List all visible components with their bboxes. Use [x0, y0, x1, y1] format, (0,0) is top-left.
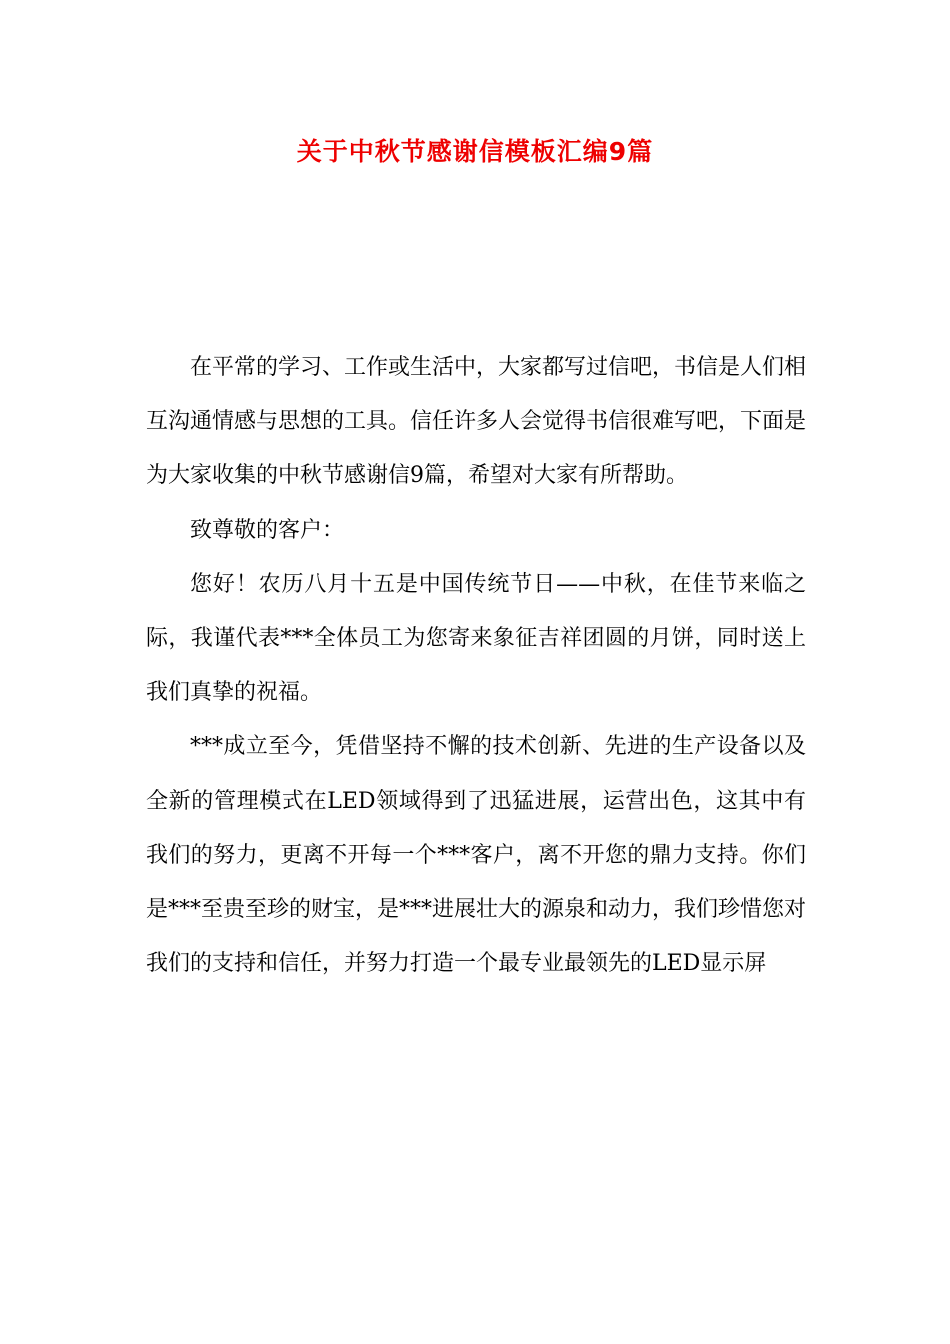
salutation: 致尊敬的客户： [190, 517, 345, 543]
document-body [146, 341, 806, 991]
company-paragraph: ***成立至今，凭借坚持不懈的技术创新、先进的生产设备以及全新的管理模式在LED领域得到了迅猛进展，运营出色，这其中有我们的努力，更离不开每一个***客户，离不开您的鼎力支持。你们是***至贵至珍的财宝，是***进展壮大的源泉和动力，我们珍惜您对我们的支持和信任，并努力打造一个最专业最领先的LED显示屏 [146, 734, 807, 977]
document-title: 关于中秋节感谢信模板汇编9篇 [296, 137, 654, 166]
greeting-paragraph: 您好！农历八月十五是中国传统节日——中秋，在佳节来临之际，我谨代表***全体员工为您寄来象征吉祥团圆的月饼，同时送上我们真挚的祝福。 [146, 571, 806, 706]
intro-paragraph: 在平常的学习、工作或生活中，大家都写过信吧，书信是人们相互沟通情感与思想的工具。信任许多人会觉得书信很难写吧，下面是为大家收集的中秋节感谢信9篇，希望对大家有所帮助。 [146, 355, 807, 489]
